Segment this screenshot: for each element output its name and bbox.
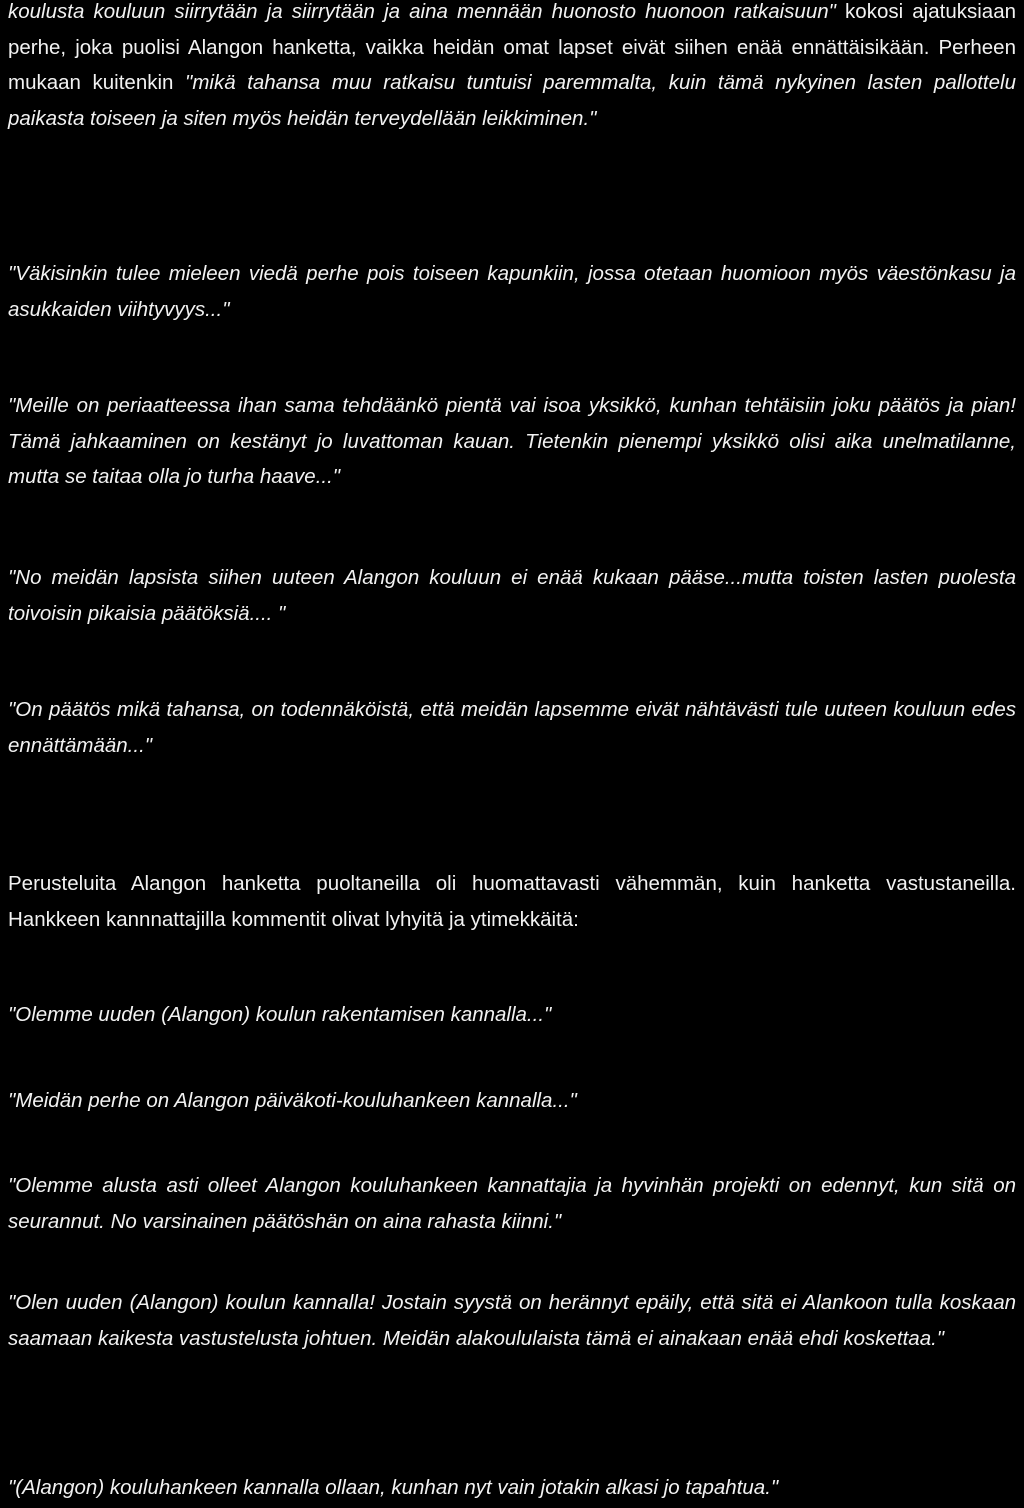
support-quote-3: "Olemme alusta asti olleet Alangon kouluhankeen kannattajia ja hyvinhän projekti on edennyt, kun sitä on seurannut. No varsinainen päätöshän on aina rahasta kiinni."	[8, 1174, 1016, 1233]
support-quote-5: "(Alangon) kouluhankeen kannalla ollaan, kunhan nyt vain jotakin alkasi jo tapahtua."	[8, 1476, 779, 1499]
opposition-quote-1: "Väkisinkin tulee mieleen viedä perhe pois toiseen kapunkiin, jossa otetaan huomioon myös väestönkasu ja asukkaiden viihtyvyys..."	[8, 262, 1016, 321]
support-quote-2: "Meidän perhe on Alangon päiväkoti-kouluhankeen kannalla..."	[8, 1089, 577, 1112]
opposition-quote-3: "No meidän lapsista siihen uuteen Alangon kouluun ei enää kukaan pääse...mutta toisten lasten puolesta toivoisin pikaisia päätöksiä.... "	[8, 566, 1016, 625]
summary-paragraph: Perusteluita Alangon hanketta puoltaneilla oli huomattavasti vähemmän, kuin hanketta vastustaneilla. Hankkeen kannnattajilla kommentit olivat lyhyitä ja ytimekkäitä:	[8, 872, 1016, 931]
opposition-quote-4: "On päätös mikä tahansa, on todennäköistä, että meidän lapsemme eivät nähtävästi tule uuteen kouluun edes ennättämään..."	[8, 698, 1016, 757]
support-quote-4: "Olen uuden (Alangon) koulun kannalla! Jostain syystä on herännyt epäily, että sitä ei Alankoon tulla koskaan saamaan kaikesta vastustelusta johtuen. Meidän alakoululaista tämä ei ainakaan enää ehdi koskettaa."	[8, 1291, 1016, 1350]
support-quote-1: "Olemme uuden (Alangon) koulun rakentamisen kannalla..."	[8, 1003, 552, 1026]
intro-plain-text: kokosi ajatuksiaan perhe, joka puolisi Alangon hanketta, vaikka heidän omat lapset eivät siihen enää ennättäisikään. Perheen mukaan kuitenkin	[8, 0, 1016, 94]
intro-paragraph	[8, 0, 1016, 136]
intro-italic-lead: koulusta kouluun siirrytään ja siirrytään ja aina mennään huonosto huonoon ratkaisuun"	[8, 0, 836, 23]
intro-italic-quote: "mikä tahansa muu ratkaisu tuntuisi paremmalta, kuin tämä nykyinen lasten pallottelu paikasta toiseen ja siten myös heidän terveydellään leikkiminen."	[8, 71, 1016, 130]
opposition-quote-2: "Meille on periaatteessa ihan sama tehdäänkö pientä vai isoa yksikkö, kunhan tehtäisiin joku päätös ja pian! Tämä jahkaaminen on kestänyt jo luvattoman kauan. Tietenkin pienempi yksikkö olisi aika unelmatilanne, mutta se taitaa olla jo turha haave..."	[8, 394, 1016, 488]
